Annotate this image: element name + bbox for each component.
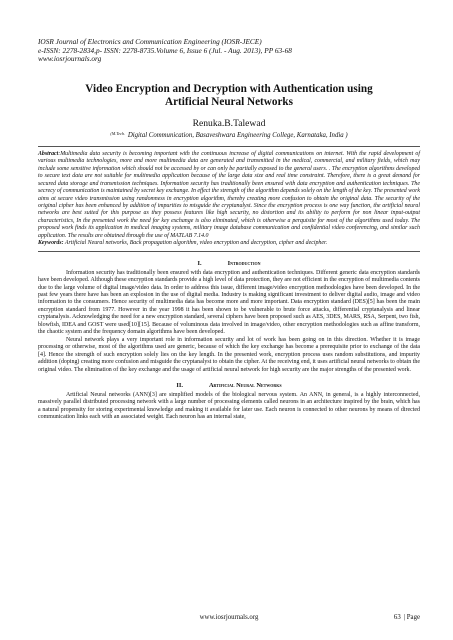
section-title: Introduction (227, 259, 261, 267)
keywords (38, 240, 420, 247)
paper-title (38, 83, 420, 109)
affiliation-degree: (M.Tech. (110, 130, 126, 136)
body-paragraph: Information security has traditionally been ensured with data encryption and authentication techniques. Different generic data encryption standards have been developed. Although these encryption standards provide a high level of data protection, they are not efficient in the encryption of multimedia contents due to the large volume of digital image/video data. In order to address this issue, different image/video encryption methodologies have been developed. In the past few years there have has been an explosion in the use of digital media. Industry is making significant investment to deliver digital audio, image and video information to the consumers. Hence security of multimedia data has become more and more important. Data encryption standard (DES)[5] has been the main encryption standard from 1977. However in the year 1998 it has been shown to be vulnerable to brute force attacks, differential cryptanalysis and linear cryptanalysis. Acknowledging the need for a new encryption standard, several ciphers have been proposed such as AES, 3DES, MARS, RSA, Serpent, two fish, blowfish, IDEA and GOST were used[10][15]. Because of voluminous data involved in image/video, other encryption methodologies such as affine transform, the chaotic system and the frequency domain algorithms have been developed. (38, 269, 420, 336)
paper-title-line-2: Artificial Neural Networks (164, 95, 293, 108)
keywords-label: Keywords: (38, 240, 64, 247)
abstract-block (38, 146, 420, 252)
journal-name: IOSR Journal of Electronics and Communication Engineering (IOSR-JECE) (38, 37, 262, 46)
body-paragraph: Neural network plays a very important role in information security and lot of work has been going on in this direction. Whether it is image processing or otherwise, most of the algorithms used are generic, because of which the key exchange has become a prerequisite prior to exchange of the data [4]. Hence the strength of such encryption solely lies on the key length. In the presented work, encryption process uses random substitutions, and impurity addition (doping) creating more confusion and misguide the cryptanalyst to obtain the cipher. At the receiving end, it uses artificial neural networks to obtain the original video. The elimination of the key exchange and the usage of artificial neural network for high security are the major strengths of the presented work. (38, 336, 420, 373)
affiliation-text: Digital Communication, Basaveshwara Engineering College, Karnataka, India ) (127, 131, 348, 139)
section-number: I. (197, 259, 202, 267)
journal-issn: e-ISSN: 2278-2834,p- ISSN: 2278-8735.Volume 6, Issue 6 (Jul. - Aug. 2013), PP 63-68 (38, 45, 292, 55)
abstract (38, 151, 420, 240)
paper-title-line-1: Video Encryption and Decryption with Authentication using (85, 82, 373, 95)
page-label: | Page (403, 614, 420, 621)
abstract-label: Abstract (38, 150, 59, 157)
author-affiliation (38, 130, 420, 140)
body-paragraph: Artificial Neural networks (ANN)[3] are simplified models of the biological nervous system. An ANN, in general, is a highly interconnected, massively parallel distributed processing network with a large number of processing elements called neurons in an architecture inspired by the brain, which has a natural propensity for storing experimental knowledge and making it available for later use. Each neuron is connected to other neurons by means of directed communication links each with an associated weight. Each neuron has an internal state, (38, 392, 420, 421)
abstract-text: :Multimedia data security is becoming important with the continuous increase of digital communications on internet. With the rapid development of various multimedia technologies, more and more multimedia data are generated and transmitted in the medical, commercial, and military fields, which may include some sensitive information which should not be accessed by or can only be partially exposed to the general users. . The encryption algorithms developed to secure text data are not suitable for multimedia application because of the large data size and real time constraint. Therefore, there is a great demand for secured data storage and transmission techniques. Information security has traditionally been ensured with data encryption and authentication techniques. The secrecy of communication is maintained by secret key exchange. In effect the strength of the algorithm depends solely on the length of the key. The presented work aims at secure video transmission using randomness in encryption algorithm, thereby creating more confusion to obtain the original data. The security of the original cipher has been enhanced by addition of impurities to misguide the cryptanalyst. Since the encryption process is one way function, the artificial neural networks are best suited for this purpose as they possess features like high security, no distortion and its ability to perform for non linear input-output characteristics, In the presented work the need for key exchange is also eliminated, which is otherwise a perquisite for most of the algorithms used today. The proposed work finds its application in medical imaging systems, military image database communication and confidential video conferencing, and similar such application. The results are obtained through the use of MATLAB 7.14.0 (38, 150, 420, 239)
page-number: 63 (393, 614, 401, 621)
keywords-text: Artificial Neural networks, Back propagation algorithm, video encryption and decryption, cipher and decipher. (64, 240, 328, 247)
section-heading-ann (38, 382, 420, 390)
journal-website: www.iosrjournals.org (38, 54, 102, 64)
footer-website: www.iosrjournals.org (199, 614, 259, 621)
journal-header (38, 38, 420, 64)
section-heading-introduction (38, 260, 420, 268)
author-name: Renuka.B.Talewad (192, 117, 266, 129)
section-title: Artificial Neural Networks (208, 382, 282, 390)
page-footer (38, 614, 420, 624)
section-number: II. (176, 382, 183, 390)
footer-page (394, 614, 420, 622)
